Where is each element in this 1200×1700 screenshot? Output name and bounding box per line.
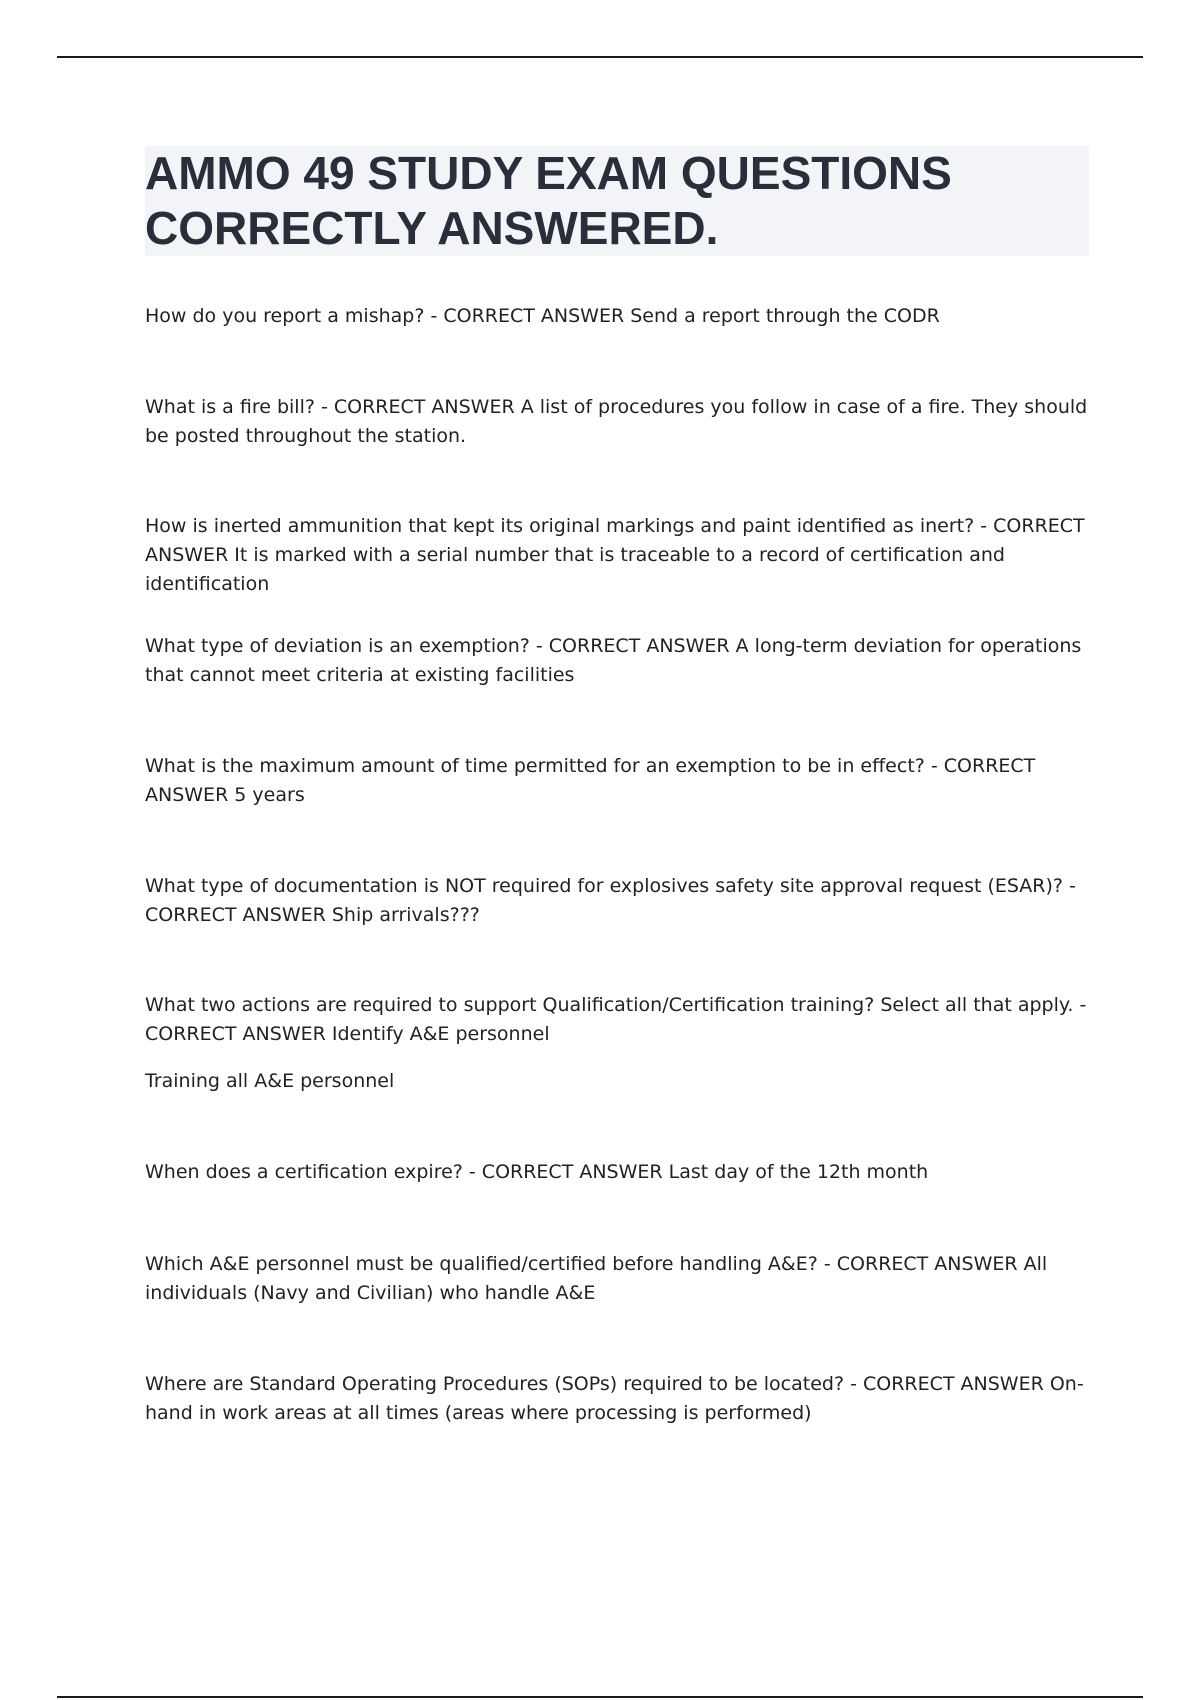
bottom-rule bbox=[57, 1696, 1143, 1698]
qa-item: How is inerted ammunition that kept its original markings and paint identified as inert? - CORRECT ANSWER It is marked with a serial number that is traceable to a record of certification and identification bbox=[145, 515, 1085, 595]
qa-item: What type of deviation is an exemption? - CORRECT ANSWER A long-term deviation for operations that cannot meet criteria at existing facilities bbox=[145, 635, 1082, 686]
qa-item: Where are Standard Operating Procedures (SOPs) required to be located? - CORRECT ANSWER On-hand in work areas at all times (areas where processing is performed) bbox=[145, 1373, 1084, 1424]
qa-item: How do you report a mishap? - CORRECT ANSWER Send a report through the CODR bbox=[145, 305, 940, 327]
qa-item: What is the maximum amount of time permitted for an exemption to be in effect? - CORRECT ANSWER 5 years bbox=[145, 755, 1036, 806]
qa-item: What is a fire bill? - CORRECT ANSWER A list of procedures you follow in case of a fire. They should be posted throughout the station. bbox=[145, 396, 1088, 447]
qa-item: What type of documentation is NOT required for explosives safety site approval request (ESAR)? - CORRECT ANSWER Ship arrivals??? bbox=[145, 875, 1076, 926]
title-banner bbox=[145, 146, 1089, 256]
page-title: AMMO 49 STUDY EXAM QUESTIONS CORRECTLY ANSWERED. bbox=[145, 147, 952, 254]
qa-item: What two actions are required to support Qualification/Certification training? Select all that apply. - CORRECT ANSWER Identify A&E personnel bbox=[145, 994, 1087, 1045]
qa-item: Which A&E personnel must be qualified/certified before handling A&E? - CORRECT ANSWER All individuals (Navy and Civilian) who handle A&E bbox=[145, 1253, 1048, 1304]
top-rule bbox=[57, 56, 1143, 58]
qa-item: When does a certification expire? - CORRECT ANSWER Last day of the 12th month bbox=[145, 1161, 929, 1183]
qa-item-answer-continuation: Training all A&E personnel bbox=[145, 1070, 395, 1092]
